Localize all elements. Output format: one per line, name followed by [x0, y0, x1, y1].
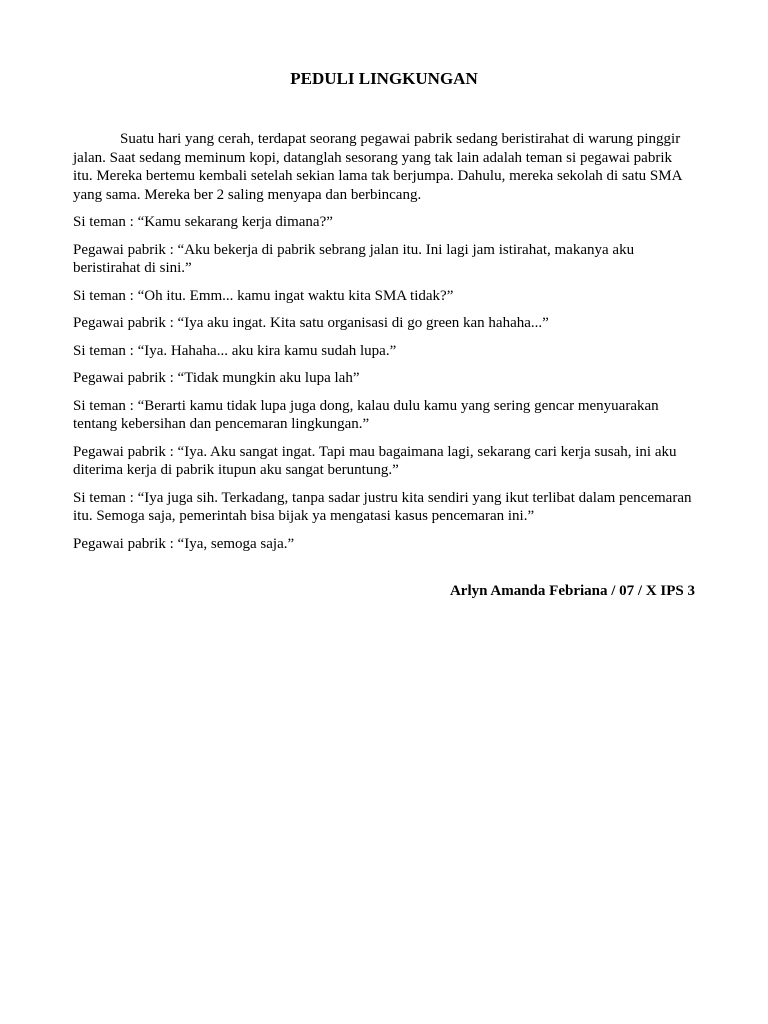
dialogue-line: Si teman : “Oh itu. Emm... kamu ingat waktu kita SMA tidak?” [73, 287, 454, 304]
dialogue-line: Pegawai pabrik : “Iya aku ingat. Kita satu organisasi di go green kan hahaha...” [73, 315, 549, 331]
dialogue-line: Pegawai pabrik : “Aku bekerja di pabrik sebrang jalan itu. Ini lagi jam istirahat, makanya aku beristirahat di sini.” [73, 241, 635, 276]
document-page [73, 68, 695, 600]
document-title: PEDULI LINGKUNGAN [290, 69, 478, 88]
dialogue-line: Si teman : “Iya juga sih. Terkadang, tanpa sadar justru kita sendiri yang ikut terlibat dalam pencemaran itu. Semoga saja, pemerintah bisa bijak ya mengatasi kasus pencemaran ini.” [73, 489, 692, 524]
intro-paragraph: Suatu hari yang cerah, terdapat seorang pegawai pabrik sedang beristirahat di warung pinggir jalan. Saat sedang meminum kopi, datanglah sesorang yang tak lain adalah teman si pegawai pabrik itu. Mereka bertemu kembali setelah sekian lama tak berjumpa. Dahulu, mereka sekolah di satu SMA yang sama. Mereka ber 2 saling menyapa dan berbincang. [73, 131, 682, 203]
dialogue-line: Pegawai pabrik : “Tidak mungkin aku lupa lah” [73, 370, 360, 386]
dialogue-line: Si teman : “Kamu sekarang kerja dimana?” [73, 214, 333, 230]
dialogue-line: Pegawai pabrik : “Iya. Aku sangat ingat. Tapi mau bagaimana lagi, sekarang cari kerja susah, ini aku diterima kerja di pabrik itupun aku sangat beruntung.” [73, 443, 677, 478]
dialogue-line: Si teman : “Iya. Hahaha... aku kira kamu sudah lupa.” [73, 342, 397, 359]
dialogue-line: Pegawai pabrik : “Iya, semoga saja.” [73, 535, 295, 552]
author-signature: Arlyn Amanda Febriana / 07 / X IPS 3 [449, 583, 695, 599]
dialogue-line: Si teman : “Berarti kamu tidak lupa juga dong, kalau dulu kamu yang sering gencar menyuarakan tentang kebersihan dan pencemaran lingkungan.” [73, 397, 659, 432]
